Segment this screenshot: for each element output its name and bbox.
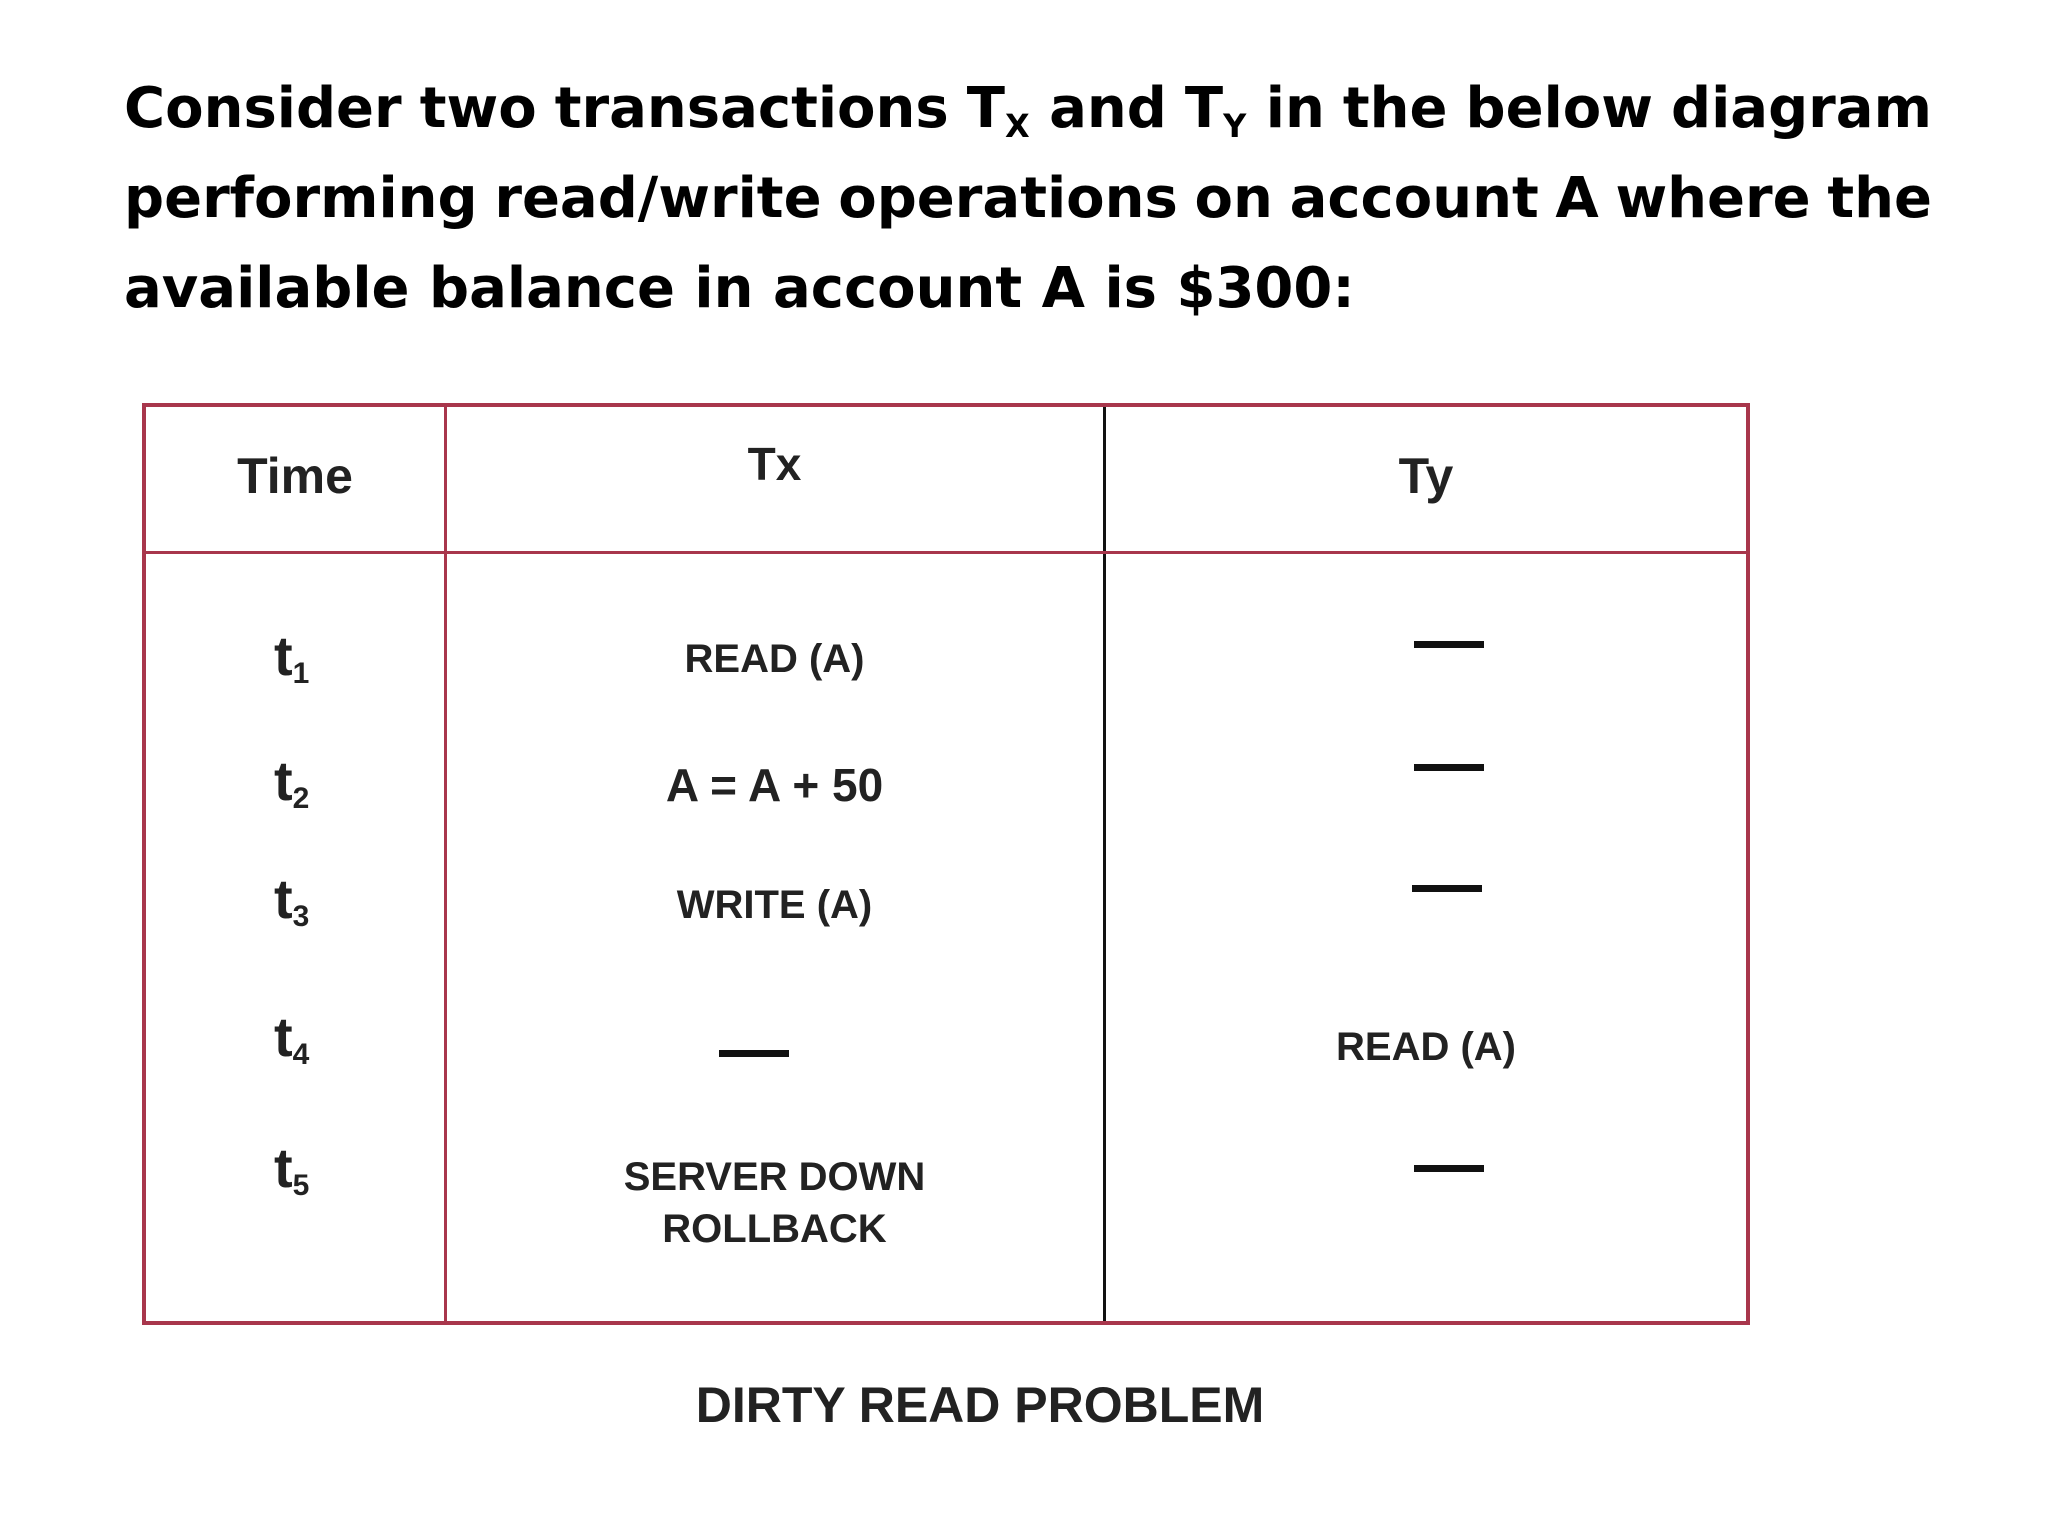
intro-word: read/write (494, 166, 822, 231)
time-label-t1 (274, 623, 309, 688)
intro-t-letter: T (966, 76, 1005, 141)
header-ty: Ty (1398, 448, 1454, 504)
intro-word: A (1555, 166, 1599, 231)
header-time: Time (237, 448, 353, 504)
time-subscript: 5 (292, 1169, 310, 1202)
intro-line-1 (124, 64, 1932, 154)
tx-empty-dash-t4 (719, 1050, 789, 1057)
intro-subscript-x: X (1004, 107, 1030, 145)
time-label-t2 (274, 748, 309, 813)
dirty-read-table (142, 403, 1750, 1325)
intro-line-3: available balance in account A is $300: (124, 256, 1355, 321)
intro-word-ty (1185, 64, 1325, 154)
intro-word: two (419, 76, 537, 141)
intro-word: where (1615, 166, 1811, 231)
time-label-t3 (274, 866, 309, 931)
intro-word: and (1049, 76, 1167, 141)
tx-op-t5-line2: ROLLBACK (662, 1207, 887, 1251)
intro-word: the (1827, 166, 1932, 231)
diagram-caption: DIRTY READ PROBLEM (695, 1377, 1265, 1433)
ty-empty-dash-t1 (1414, 641, 1484, 648)
time-letter: t (274, 624, 293, 687)
intro-word: Consider (124, 76, 402, 141)
time-subscript: 4 (292, 1038, 310, 1071)
tx-op-t1: READ (A) (684, 637, 865, 681)
tx-op-t3: WRITE (A) (676, 883, 873, 927)
ty-empty-dash-t5 (1414, 1165, 1484, 1172)
intro-word: performing (124, 166, 478, 231)
intro-word: diagram (1671, 76, 1932, 141)
time-letter: t (274, 867, 293, 930)
time-label-t4 (274, 1004, 309, 1069)
intro-word: account (1289, 166, 1539, 231)
time-letter: t (274, 1136, 293, 1199)
time-subscript: 1 (292, 657, 310, 690)
header-tx: Tx (747, 438, 802, 490)
time-letter: t (274, 1005, 293, 1068)
intro-line-2 (124, 154, 1932, 244)
time-subscript: 3 (292, 900, 310, 933)
intro-word: on (1194, 166, 1273, 231)
intro-word: below (1465, 76, 1653, 141)
column-divider-tx (1103, 407, 1106, 1321)
intro-paragraph (124, 64, 1932, 334)
tx-op-t5-line1: SERVER DOWN (623, 1155, 926, 1199)
ty-op-t4: READ (A) (1336, 1025, 1516, 1069)
header-divider (146, 551, 1746, 554)
intro-word: the (1342, 76, 1448, 141)
intro-word: operations (838, 166, 1178, 231)
time-label-t5 (274, 1135, 309, 1200)
ty-empty-dash-t3 (1412, 885, 1482, 892)
intro-word: in (1265, 76, 1325, 141)
intro-word: transactions (554, 76, 949, 141)
intro-subscript-y: Y (1223, 107, 1247, 145)
intro-word-tx (967, 64, 1167, 154)
time-subscript: 2 (292, 782, 310, 815)
time-letter: t (274, 749, 293, 812)
ty-empty-dash-t2 (1414, 764, 1484, 771)
intro-t-letter: T (1184, 76, 1224, 141)
tx-op-t2: A = A + 50 (665, 759, 884, 811)
